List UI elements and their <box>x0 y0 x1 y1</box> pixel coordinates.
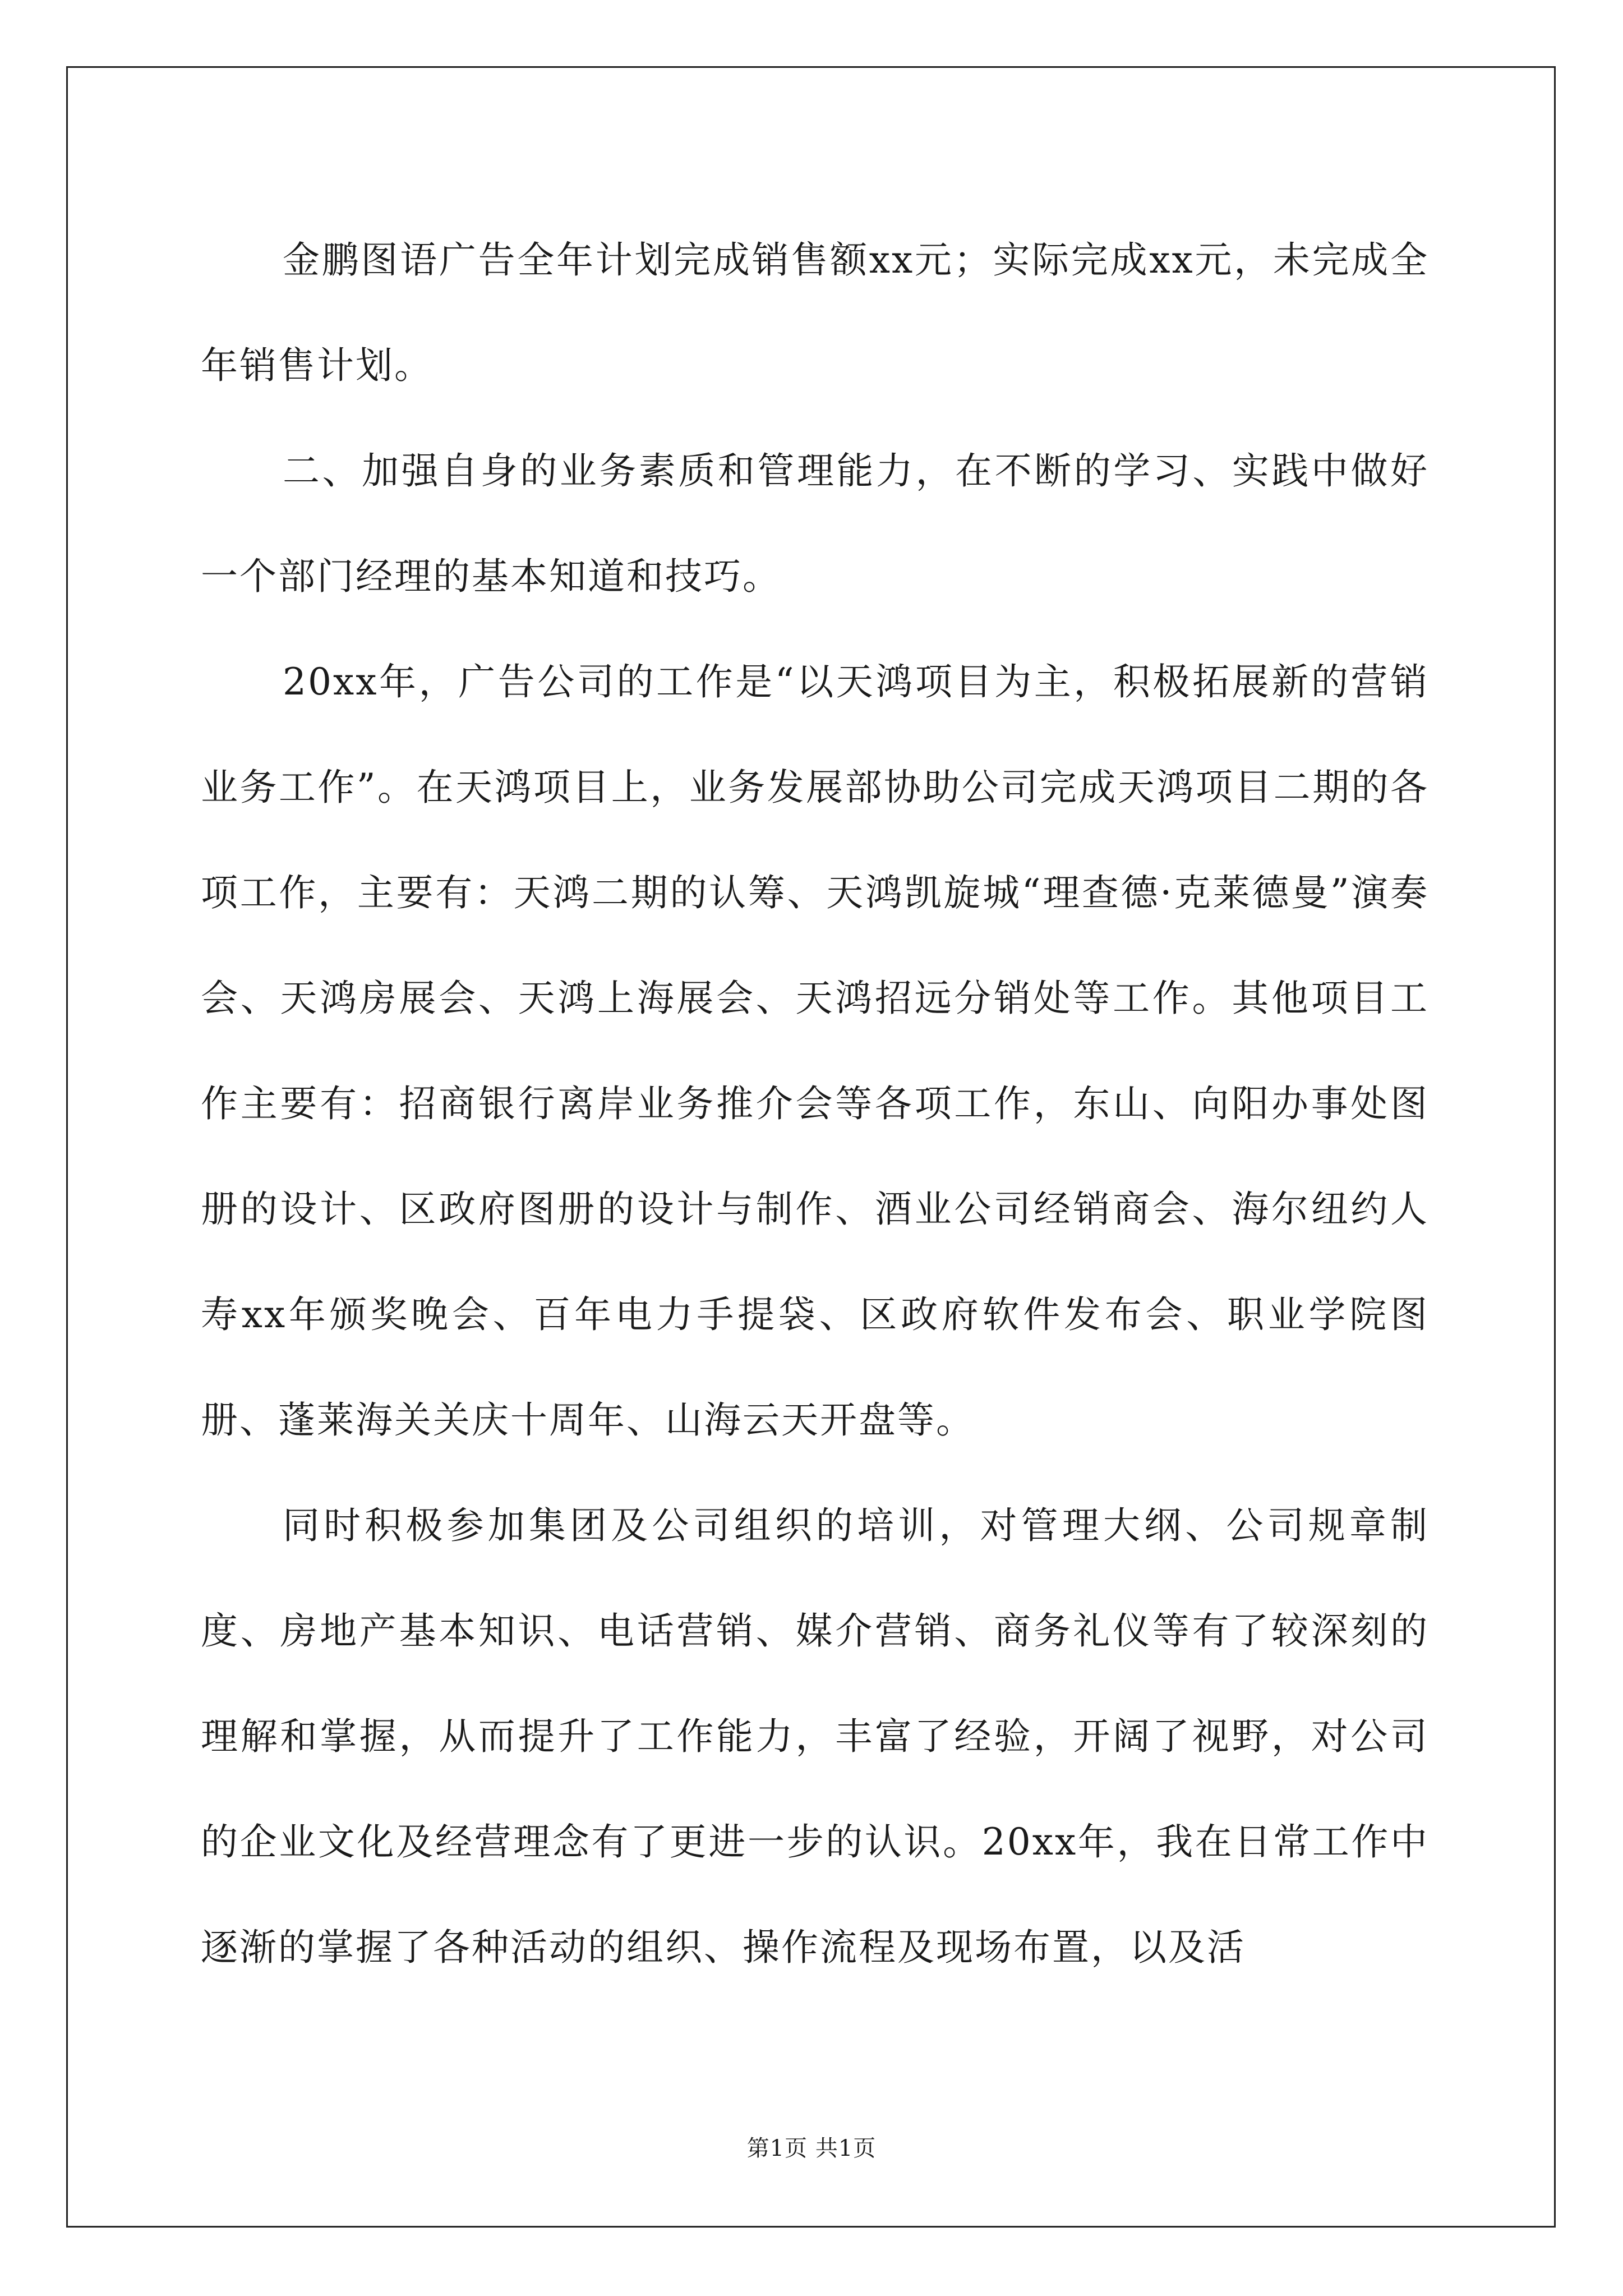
paragraph-project-work: 20xx年，广告公司的工作是“以天鸿项目为主，积极拓展新的营销业务工作”。在天鸿项目上，业务发展部协助公司完成天鸿项目二期的各项工作，主要有：天鸿二期的认筹、天鸿凯旋城“理查德·克莱德曼”演奏会、天鸿房展会、天鸿上海展会、天鸿招远分销处等工作。其他项目工作主要有：招商银行离岸业务推介会等各项工作，东山、向阳办事处图册的设计、区政府图册的设计与制作、酒业公司经销商会、海尔纽约人寿xx年颁奖晚会、百年电力手提袋、区政府软件发布会、职业学院图册、蓬莱海关关庆十周年、山海云天开盘等。 <box>201 660 1429 1442</box>
paragraph-section-two-heading: 二、加强自身的业务素质和管理能力，在不断的学习、实践中做好一个部门经理的基本知道和技巧。 <box>201 449 1429 598</box>
page-footer: 第1页 共1页 <box>746 2136 877 2161</box>
paragraph-sales-summary: 金鹏图语广告全年计划完成销售额xx元；实际完成xx元，未完成全年销售计划。 <box>201 238 1429 387</box>
paragraph-training: 同时积极参加集团及公司组织的培训，对管理大纲、公司规章制度、房地产基本知识、电话营销、媒介营销、商务礼仪等有了较深刻的理解和掌握，从而提升了工作能力，丰富了经验，开阔了视野，对公司的企业文化及经营理念有了更进一步的认识。20xx年，我在日常工作中逐渐的掌握了各种活动的组织、操作流程及现场布置，以及活 <box>201 1504 1429 1969</box>
document-body <box>201 208 1429 2000</box>
